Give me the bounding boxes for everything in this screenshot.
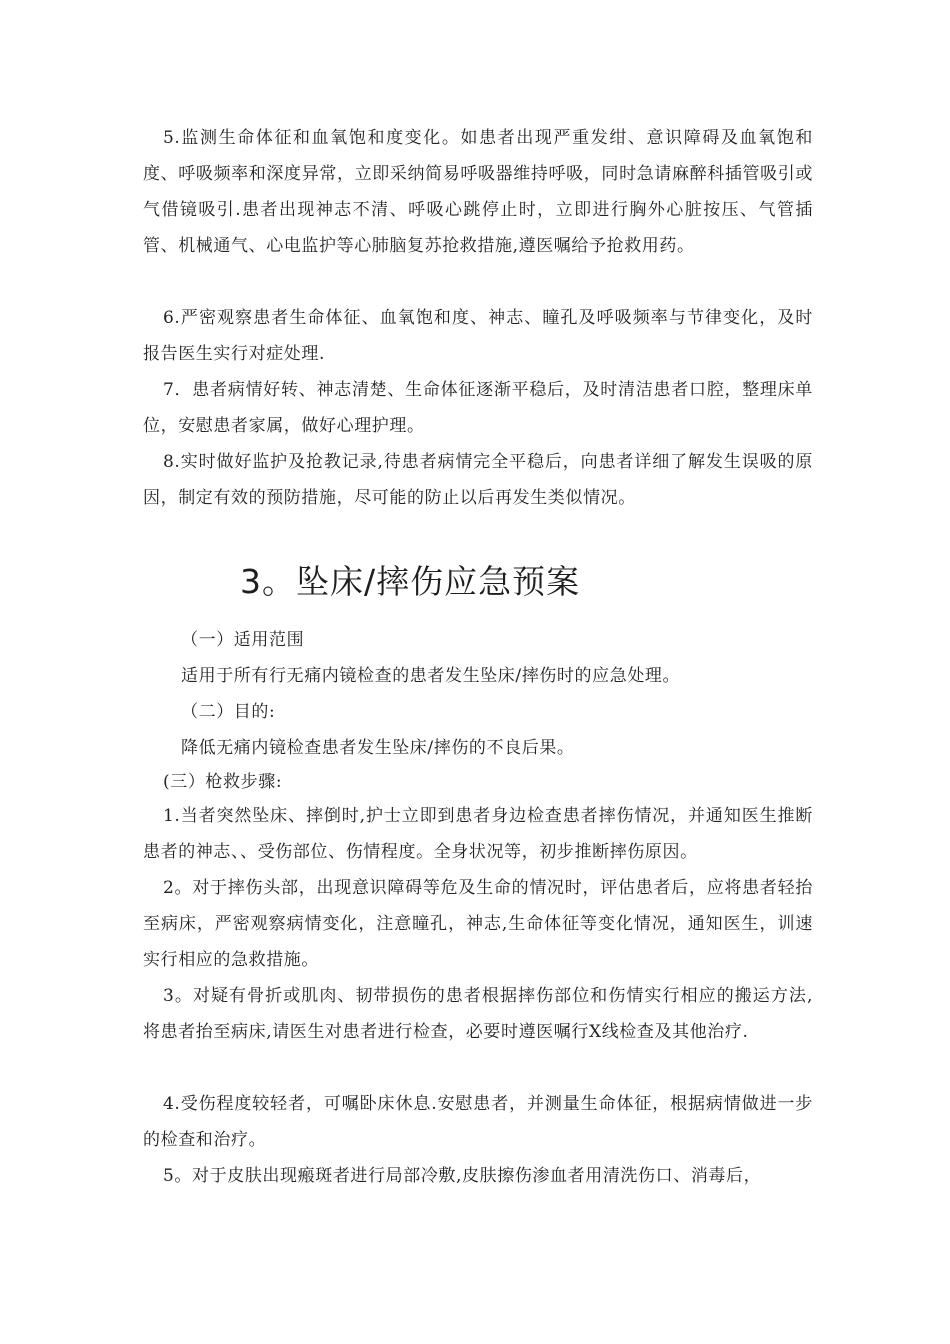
subheading-purpose: （二）目的:	[181, 702, 276, 722]
paragraph-step-6-observe: 6.严密观察患者生命体征、血氧饱和度、神志、瞳孔及呼吸频率与节律变化，及时报告医生实行对症处理.	[143, 308, 813, 364]
paragraph-purpose: 降低无痛内镜检查患者发生坠床/摔伤的不良后果。	[181, 738, 575, 758]
subheading-scope: （一）适用范围	[181, 630, 305, 650]
paragraph-rescue-step-1: 1.当者突然坠床、摔倒时,护士立即到患者身边检查患者摔伤情况，并通知医生推断患者的神志、、受伤部位、伤情程度。全身状况等，初步推断摔伤原因。	[143, 806, 813, 862]
paragraph-step-5-monitor-vitals: 5.监测生命体征和血氧饱和度变化。如患者出现严重发绀、意识障碍及血氧饱和度、呼吸频率和深度异常，立即采纳简易呼吸器维持呼吸，同时急请麻醉科插管吸引或气借镜吸引.患者出现神志不清、呼吸心跳停止时，立即进行胸外心脏按压、气管插管、机械通气、心电监护等心肺脑复苏抢救措施,遵医嘱给予抢救用药。	[143, 128, 813, 256]
section-heading-fall-injury: 3。坠床/摔伤应急预案	[240, 562, 581, 601]
paragraph-scope: 适用于所有行无痛内镜检查的患者发生坠床/摔伤时的应急处理。	[181, 666, 681, 686]
paragraph-rescue-step-2: 2。对于摔伤头部，出现意识障碍等危及生命的情况时，评估患者后，应将患者轻抬至病床，严密观察病情变化，注意瞳孔，神志,生命体征等变化情况，通知医生，训速实行相应的急救措施。	[143, 878, 813, 970]
paragraph-step-8-records: 8.实时做好监护及抢教记录,待患者病情完全平稳后，向患者详细了解发生误吸的原因，制定有效的预防措施，尽可能的防止以后再发生类似情况。	[143, 452, 813, 508]
paragraph-rescue-step-5: 5。对于皮肤出现瘢斑者进行局部冷敷,皮肤擦伤渗血者用清洗伤口、消毒后，	[163, 1166, 762, 1186]
paragraph-step-7-recovery: 7．患者病情好转、神志清楚、生命体征逐渐平稳后，及时清洁患者口腔，整理床单位，安慰患者家属，做好心理护理。	[143, 380, 813, 436]
subheading-rescue-steps: (三）枪救步骤:	[163, 772, 283, 792]
paragraph-rescue-step-4: 4.受伤程度较轻者，可嘱卧床休息.安慰患者，并测量生命体征，根据病情做进一步的检查和治疗。	[143, 1094, 813, 1150]
paragraph-rescue-step-3: 3。对疑有骨折或肌肉、韧带损伤的患者根据摔伤部位和伤情实行相应的搬运方法,将患者抬至病床,请医生对患者进行检查，必要时遵医嘱行X线检查及其他治疗.	[143, 986, 813, 1042]
